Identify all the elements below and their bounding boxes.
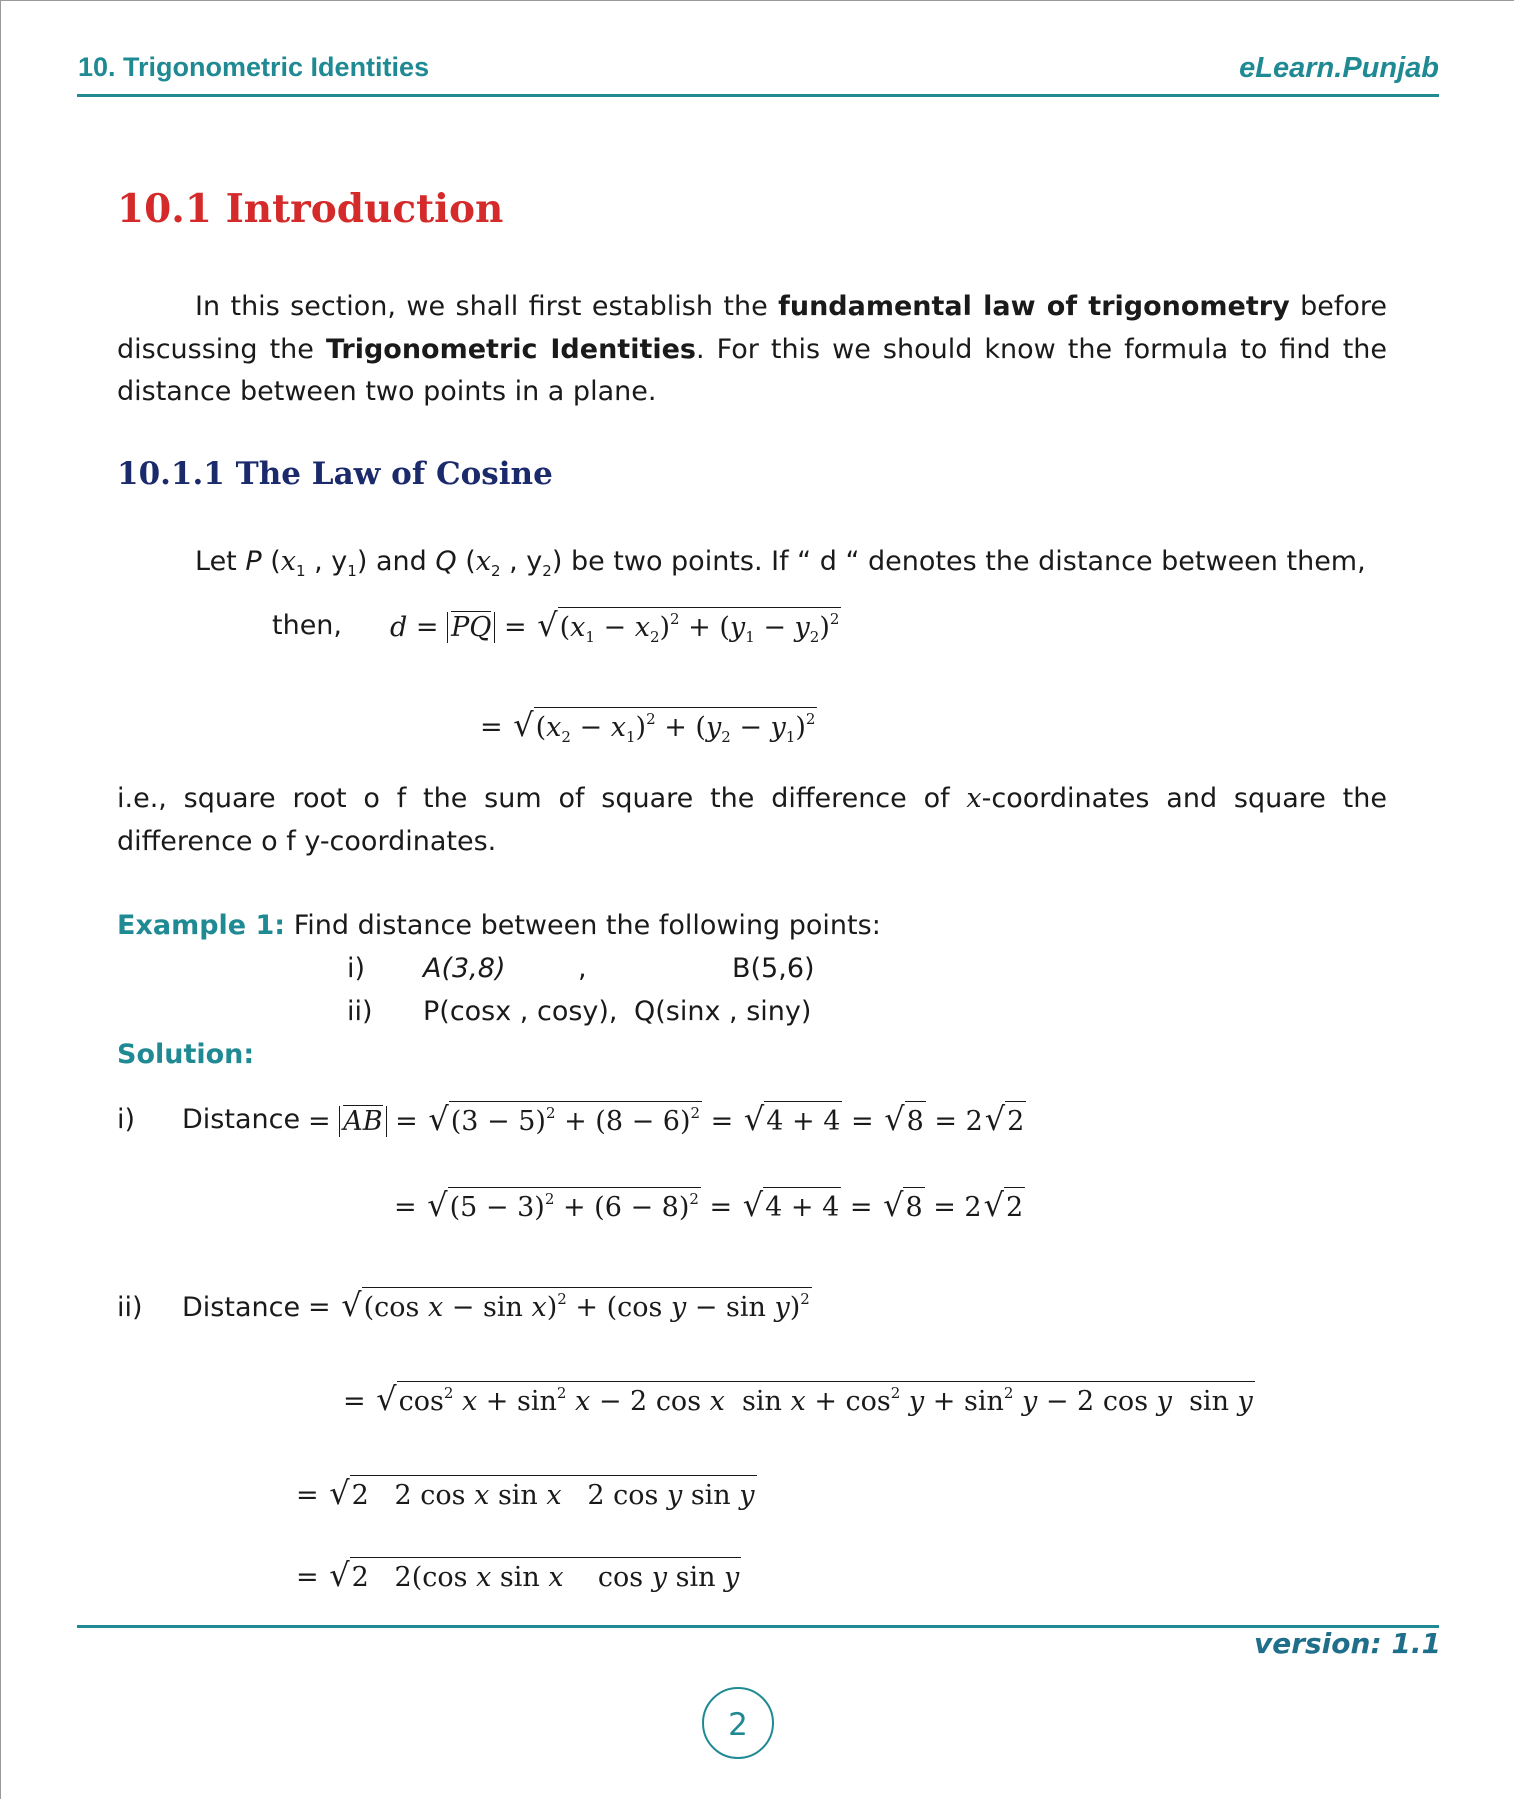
point-b: B(5,6) — [732, 953, 815, 984]
footer-rule — [77, 1625, 1439, 1628]
brand-name: eLearn.Punjab — [1239, 52, 1439, 84]
example-heading: Example 1: Find distance between the following points: — [117, 910, 881, 941]
example-item-num: i) — [347, 953, 366, 984]
ie-paragraph: i.e., square root o f the sum of square the difference of x-coordinates and square the difference o f y-coordinates. — [117, 783, 1387, 857]
solution-i-line-2: = $√(5 - 3)^2 + (6 - 8)^2 = √4 + 4 = √8 = 2√2$ — [394, 1186, 1024, 1224]
distance-formula-1: d = PQ = $√(x_1 - x_2)^2 + (y_1 - y_2)^2$ — [390, 606, 840, 646]
subsection-title: 10.1.1 The Law of Cosine — [117, 456, 553, 492]
version-label: version: 1.1 — [1253, 1627, 1441, 1660]
solution-ii-line-1: = √(cos x − sin x)$^2$ + (cos y − sin y)$^2$ — [308, 1286, 810, 1324]
solution-part-num: ii) — [117, 1292, 143, 1323]
then-label: then, — [272, 610, 343, 641]
solution-ii-line-4: = √2 2(cos x sin x cos y sin y — [296, 1556, 740, 1594]
header-rule — [77, 94, 1439, 97]
point-separator: , — [578, 953, 587, 984]
point-p: P(cosx , cosy), — [423, 996, 618, 1027]
solution-part-num: i) — [117, 1104, 136, 1135]
chapter-title: 10. Trigonometric Identities — [78, 52, 430, 82]
distance-label: Distance — [182, 1104, 301, 1135]
solution-heading: Solution: — [117, 1039, 255, 1070]
example-item-num: ii) — [347, 996, 373, 1027]
distance-label: Distance — [182, 1292, 301, 1323]
intro-paragraph: In this section, we shall first establish the fundamental law of trigonometry before discussing the Trigonometric Identities. For this we should know the formula to find the distance between two points in a plane. — [117, 291, 1388, 407]
point-q: Q(sinx , siny) — [634, 996, 812, 1027]
solution-ii-line-2: = $√\cos^2$ $x + \sin^2 x - 2$ cos x $\sin x + \cos^2 y + \sin^2 y - 2$ cos y sin y — [343, 1380, 1253, 1418]
distance-formula-2: = $√(x_2 - x_1)^2 + (y_2 - y_1)^2$ — [480, 706, 816, 746]
solution-i-line-1: = AB = $√(3 - 5)^2 + (8 - 6)^2 = √4 + 4 = √8 = 2√2$ — [308, 1100, 1025, 1138]
point-a: A(3,8) — [423, 953, 506, 984]
section-title: 10.1 Introduction — [117, 186, 504, 232]
solution-ii-line-3: = √2 2 cos x sin x 2 cos y sin y — [296, 1474, 755, 1512]
page-number: 2 — [702, 1687, 774, 1759]
points-definition: Let P ($x_1$ , $y_1$) and Q ($x_2$ , $y_2$) be two points. If “ d “ denotes the distance between them, — [195, 546, 1366, 580]
